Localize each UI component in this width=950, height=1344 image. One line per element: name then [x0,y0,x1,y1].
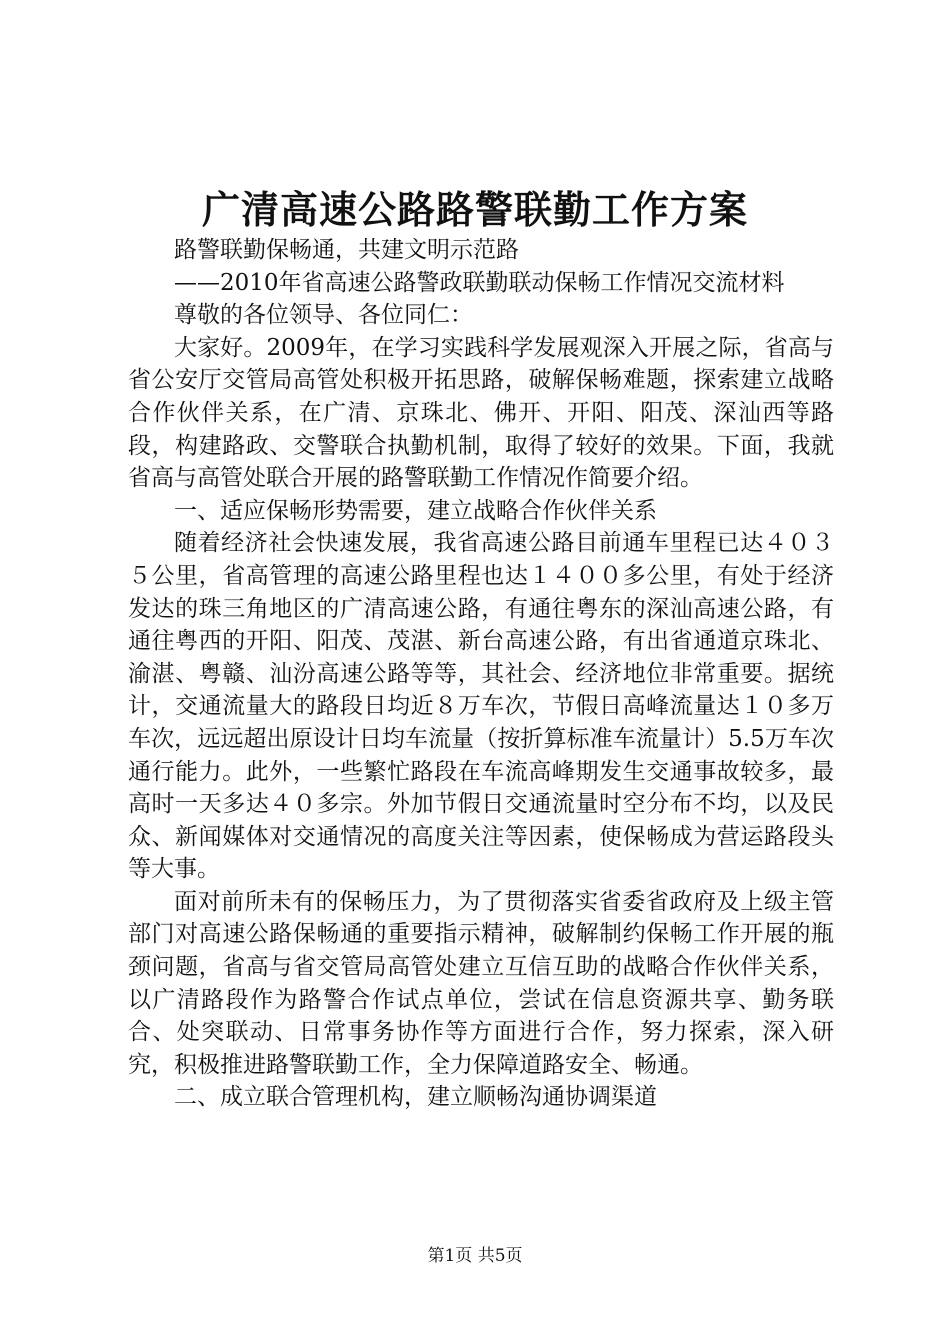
paragraph-intro: 大家好。2009年，在学习实践科学发展观深入开展之际，省高与省公安厅交管局高管处积极开拓思路，破解保畅难题，探索建立战略合作伙伴关系，在广清、京珠北、佛开、开阳、阳茂、深汕西等路段，构建路政、交警联合执勤机制，取得了较好的效果。下面，我就省高与高管处联合开展的路警联勤工作情况作简要介绍。 [128,334,834,492]
document-title: 广清高速公路路警联勤工作方案 [201,187,748,232]
paragraph-background: 随着经济社会快速发展，我省高速公路目前通车里程已达４０３５公里，省高管理的高速公路里程也达１４００多公里，有处于经济发达的珠三角地区的广清高速公路，有通往粤东的深汕高速公路，有通往粤西的开阳、阳茂、茂湛、新台高速公路，有出省通道京珠北、渝湛、粤赣、汕汾高速公路等等，其社会、经济地位非常重要。据统计，交通流量大的路段日均近８万车次，节假日高峰流量达１０多万车次，远远超出原设计日均车流量（按折算标准车流量计）5.5万车次通行能力。此外，一些繁忙路段在车流高峰期发生交通事故较多，最高时一天多达４０多宗。外加节假日交通流量时空分布不均，以及民众、新闻媒体对交通情况的高度关注等因素，使保畅成为营运路段头等大事。 [128,530,834,883]
paragraph-response: 面对前所未有的保畅压力，为了贯彻落实省委省政府及上级主管部门对高速公路保畅通的重要指示精神，破解制约保畅工作开展的瓶颈问题，省高与省交管局高管处建立互信互助的战略合作伙伴关系，以广清路段作为路警合作试点单位，尝试在信息资源共享、勤务联合、处突联动、日常事务协作等方面进行合作，努力探索，深入研究，积极推进路警联勤工作，全力保障道路安全、畅通。 [128,888,834,1078]
sub-subtitle: ——2010年省高速公路警政联勤联动保畅工作情况交流材料 [174,269,785,296]
subtitle: 路警联勤保畅通，共建文明示范路 [174,237,519,263]
section-heading-2: 二、成立联合管理机构，建立顺畅沟通协调渠道 [174,1084,657,1111]
page-footer: 第1页 共5页 [427,1246,523,1266]
salutation: 尊敬的各位领导、各位同仁： [174,302,473,329]
document-body [128,234,834,1114]
section-heading-1: 一、适应保畅形势需要，建立战略合作伙伴关系 [174,497,657,524]
